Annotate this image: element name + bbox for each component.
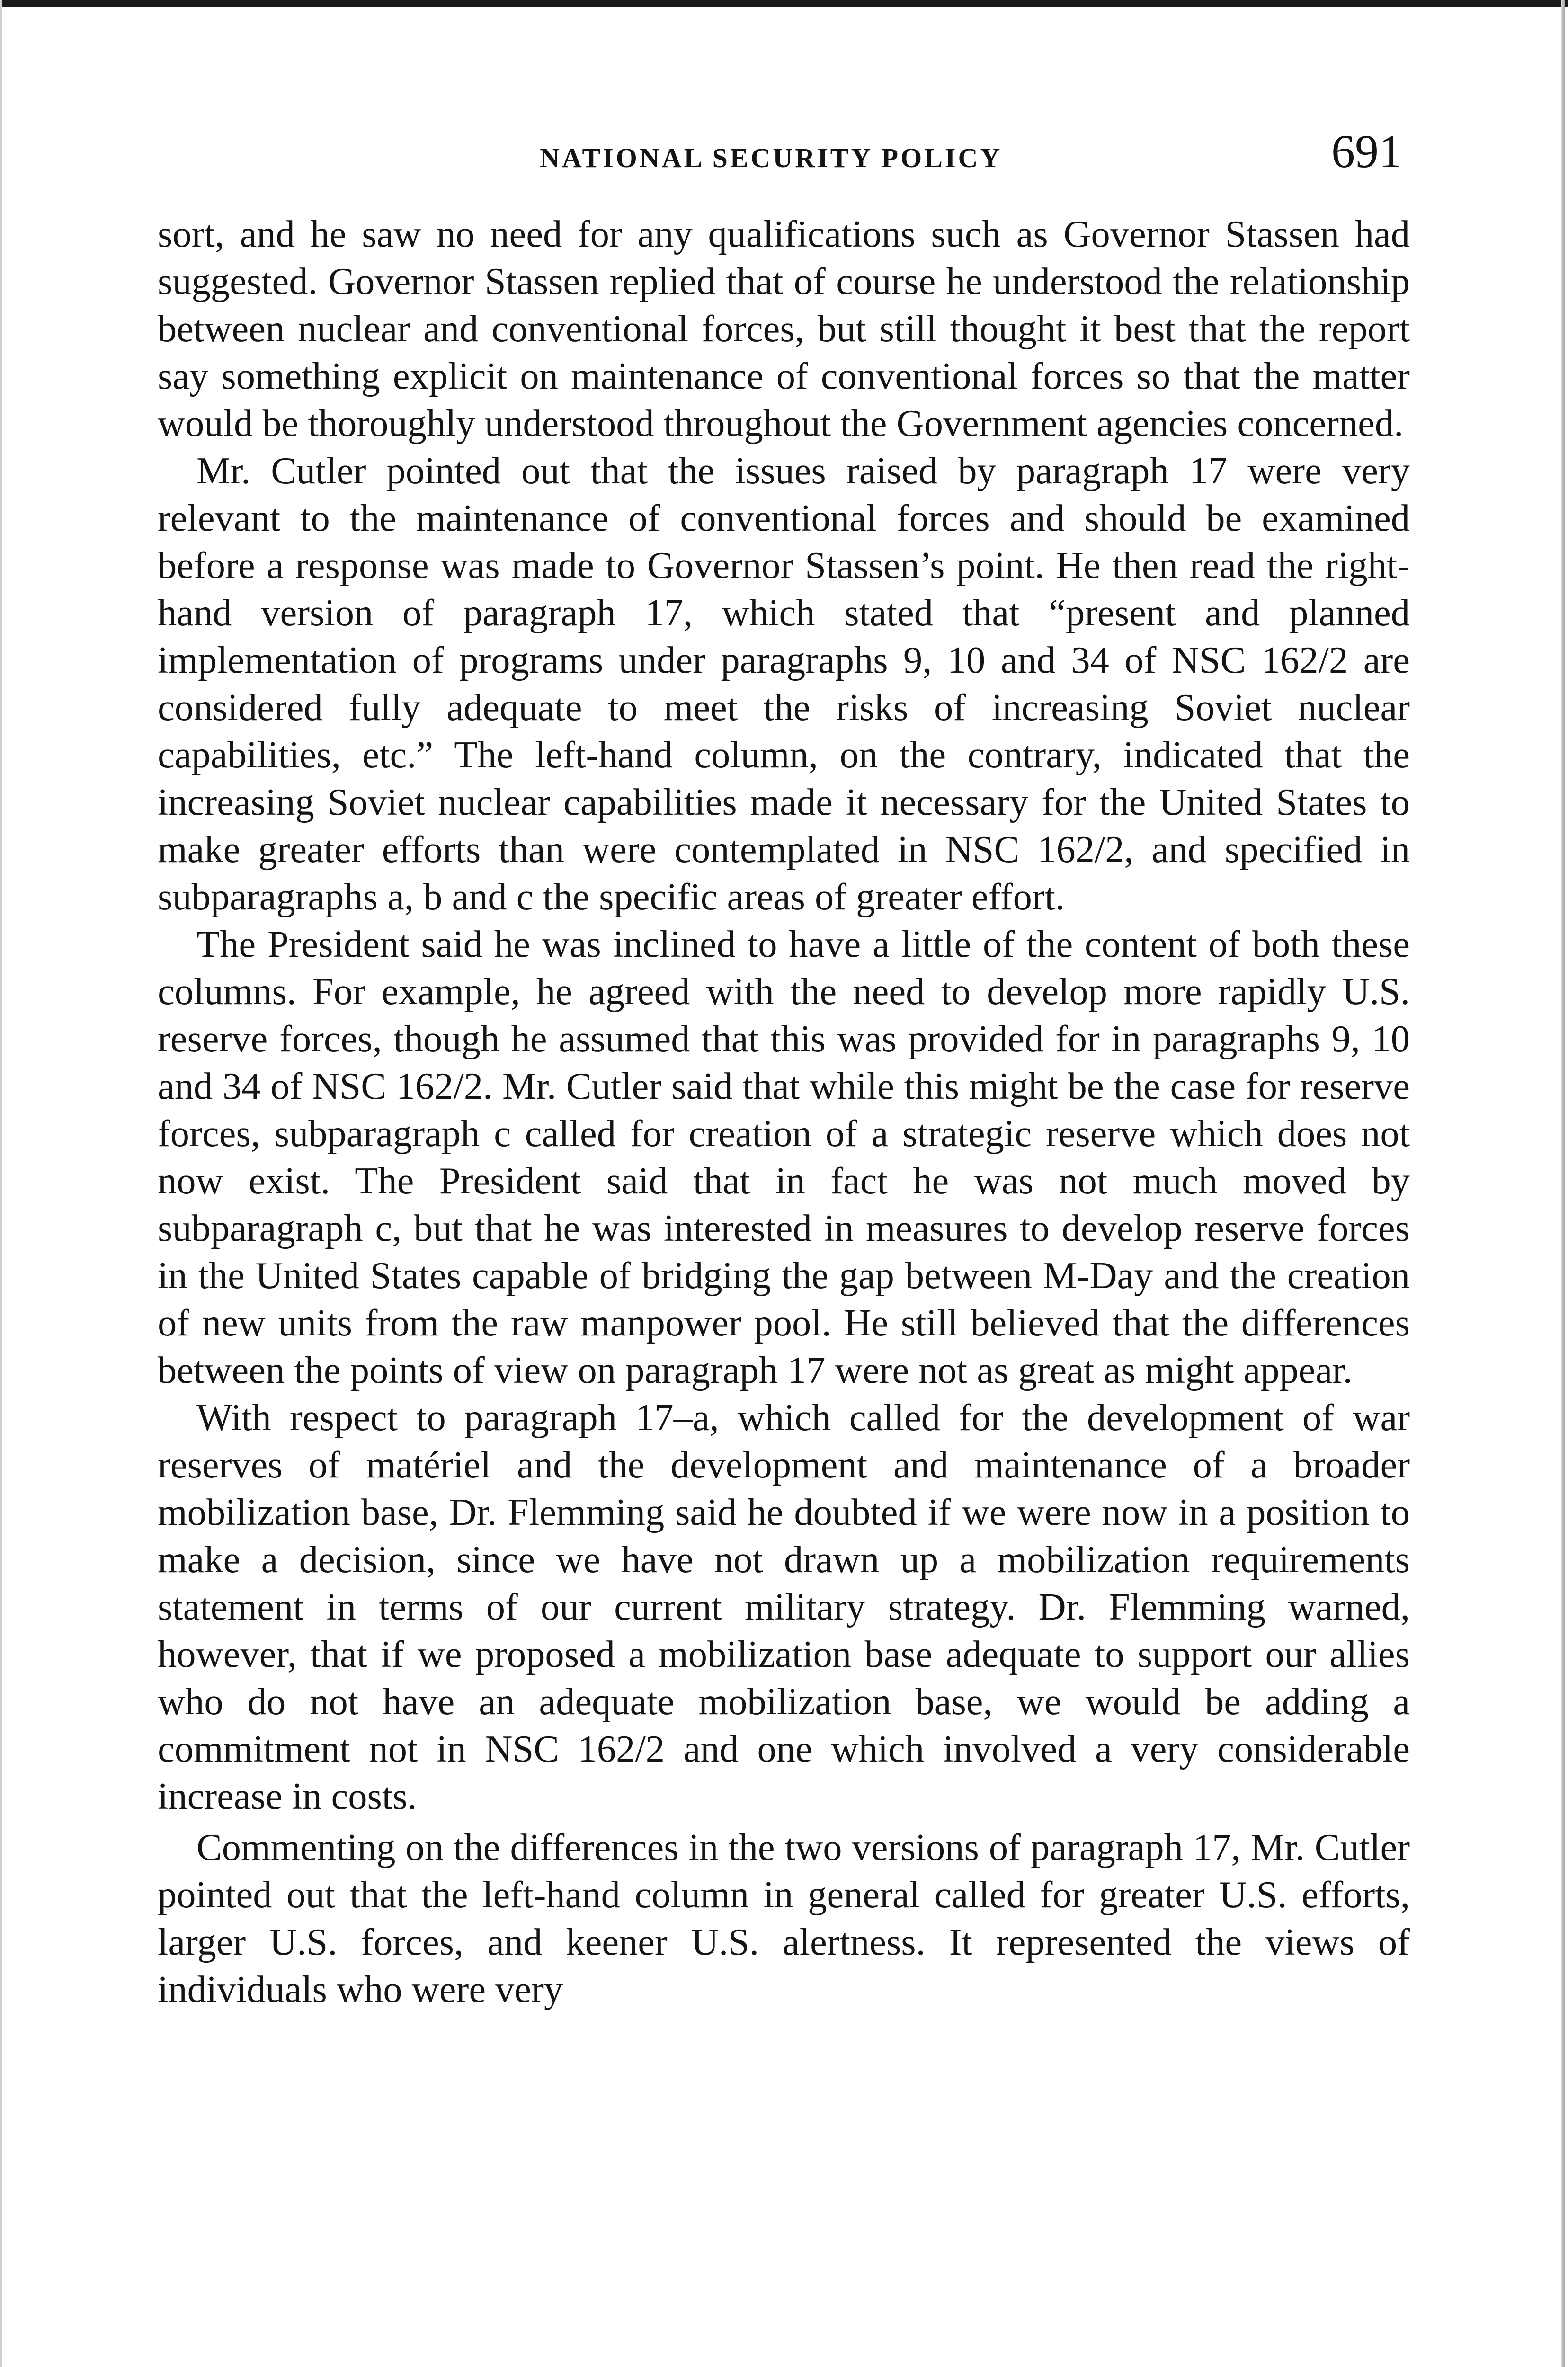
left-page-edge <box>0 0 2 2367</box>
page-number: 691 <box>1331 125 1402 178</box>
paragraph-president-columns: The President said he was inclined to have a little of the content of both these columns. For example, he agreed with the need to develop more rapidly U.S. reserve forces, though he assumed that this was provided for in paragraphs 9, 10 and 34 of NSC 162/2. Mr. Cutler said that while this might be the case for reserve forces, subparagraph c called for creation of a strategic reserve which does not now exist. The President said that in fact he was not much moved by subparagraph c, but that he was interested in measures to develop reserve forces in the United States capable of bridging the gap between M-Day and the creation of new units from the raw manpower pool. He still believed that the differences between the points of view on paragraph 17 were not as great as might appear. <box>158 923 1410 1391</box>
paragraph-cutler-paragraph-17: Mr. Cutler pointed out that the issues raised by paragraph 17 were very relevant to the maintenance of conventional forces and should be examined before a response was made to Governor Stassen’s point. He then read the right-hand version of paragraph 17, which stated that “present and planned implementation of programs under paragraphs 9, 10 and 34 of NSC 162/2 are considered fully adequate to meet the risks of increasing Soviet nuclear capabilities, etc.” The left-hand column, on the contrary, indicated that the increasing Soviet nuclear capabilities made it necessary for the United States to make greater efforts than were contemplated in NSC 162/2, and specified in subparagraphs a, b and c the specific areas of greater effort. <box>158 450 1410 918</box>
running-head: NATIONAL SECURITY POLICY <box>540 142 1003 173</box>
paragraph-cutler-differences: Commenting on the differences in the two versions of paragraph 17, Mr. Cutler pointed out that the left-hand column in general called for greater U.S. efforts, larger U.S. forces, and keener U.S. alertness. It represented the views of individuals who were very <box>158 1826 1410 2011</box>
body-text <box>158 211 1410 2013</box>
right-page-edge <box>1561 0 1565 2367</box>
paragraph-flemming-mobilization: With respect to paragraph 17–a, which called for the development of war reserves of matériel and the development and maintenance of a broader mobilization base, Dr. Flemming said he doubted if we were now in a position to make a decision, since we have not drawn up a mobilization requirements statement in terms of our current military strategy. Dr. Flemming warned, however, that if we proposed a mobilization base adequate to support our allies who do not have an adequate mobilization base, we would be adding a commitment not in NSC 162/2 and one which involved a very considerable increase in costs. <box>158 1397 1410 1817</box>
paragraph-continued: sort, and he saw no need for any qualifications such as Governor Stassen had suggested. Governor Stassen replied that of course he understood the relationship between nuclear and conventional forces, but still thought it best that the report say something explicit on maintenance of conventional forces so that the matter would be thoroughly understood throughout the Government agencies concerned. <box>158 213 1410 445</box>
top-border-rule <box>0 0 1568 7</box>
